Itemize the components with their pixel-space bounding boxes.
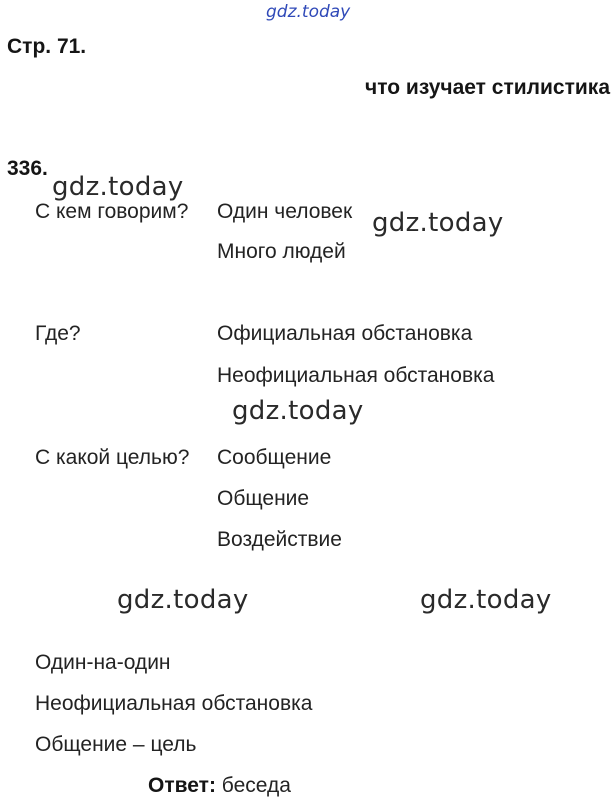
answer-value: беседа — [221, 774, 291, 797]
answer-item: Воздействие — [217, 528, 342, 551]
answer-item: Один человек — [217, 200, 353, 223]
answer-item: Сообщение — [217, 446, 332, 469]
question-who: С кем говорим? — [35, 200, 189, 223]
watermark: gdz.today — [232, 396, 364, 426]
answer-label: Ответ: — [148, 774, 216, 797]
answer-item: Много людей — [217, 240, 346, 263]
watermark: gdz.today — [372, 208, 504, 238]
answer-item: Неофициальная обстановка — [217, 364, 495, 387]
watermark-top: gdz.today — [266, 2, 351, 22]
summary-line: Неофициальная обстановка — [35, 692, 313, 715]
summary-line: Один-на-один — [35, 651, 171, 674]
topic-title: что изучает стилистика — [365, 76, 610, 99]
question-where: Где? — [35, 322, 81, 345]
page-label: Стр. 71. — [7, 35, 87, 58]
exercise-number: 336. — [7, 157, 48, 180]
question-purpose: С какой целью? — [35, 446, 190, 469]
watermark: gdz.today — [420, 585, 552, 615]
summary-line: Общение – цель — [35, 733, 197, 756]
answer-item: Официальная обстановка — [217, 322, 473, 345]
watermark: gdz.today — [52, 172, 184, 202]
final-answer — [148, 774, 291, 798]
watermark: gdz.today — [117, 585, 249, 615]
answer-item: Общение — [217, 487, 310, 510]
